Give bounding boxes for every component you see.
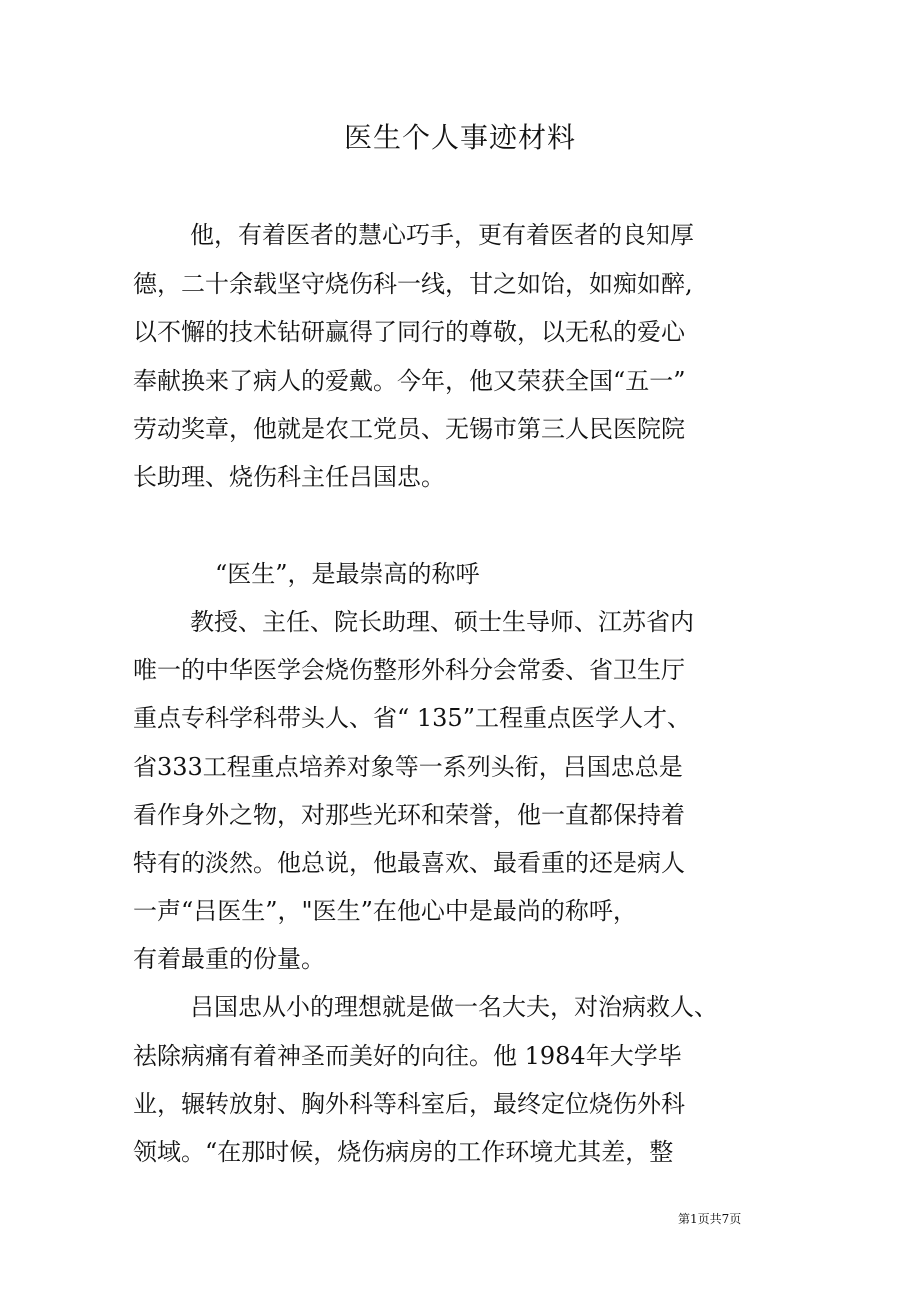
- text-line: 以不懈的技术钻研赢得了同行的尊敬，以无私的爱心: [133, 318, 685, 346]
- page-title: 医生个人事迹材料: [343, 121, 576, 154]
- text-line: 一声“吕医生”，"医生”在他心中是最尚的称呼，: [133, 897, 637, 925]
- text-line: 奉献换来了病人的爱戴。今年，他又荣获全国“五一”: [133, 367, 686, 395]
- text-line: 德，二十余载坚守烧伤科一线，甘之如饴，如痴如醉,: [133, 270, 693, 298]
- text-line: 长助理、烧伤科主任吕国忠。: [133, 463, 445, 491]
- text-line: 特有的淡然。他总说，他最喜欢、最看重的还是病人: [133, 849, 685, 877]
- section-heading: “医生”，是最崇高的称呼: [215, 560, 480, 588]
- page-footer: 第1页共7页: [678, 1212, 742, 1226]
- text-line: 吕国忠从小的理想就是做一名大夫，对治病救人、: [190, 993, 718, 1021]
- text-line: 唯一的中华医学会烧伤整形外科分会常委、省卫生厅: [133, 656, 685, 684]
- text-line: 业，辗转放射、胸外科等科室后，最终定位烧伤外科: [133, 1090, 685, 1118]
- text-line: 劳动奖章，他就是农工党员、无锡市第三人民医院院: [133, 415, 685, 443]
- text-line: 有着最重的份量。: [133, 945, 325, 973]
- text-line: 教授、主任、院长助理、硕士生导师、江苏省内: [190, 608, 694, 636]
- text-line: 领域。“在那时候，烧伤病房的工作环境尤其差，整: [133, 1138, 674, 1166]
- text-line: 重点专科学科带头人、省“ 135”工程重点医学人才、: [133, 704, 691, 732]
- text-line: 他，有着医者的慧心巧手，更有着医者的良知厚: [190, 221, 694, 249]
- text-line: 祛除病痛有着神圣而美好的向往。他 1984年大学毕: [133, 1042, 682, 1070]
- text-line: 省333工程重点培养对象等一系列头衔，吕国忠总是: [133, 753, 683, 781]
- text-line: 看作身外之物，对那些光环和荣誉，他一直都保持着: [133, 801, 685, 829]
